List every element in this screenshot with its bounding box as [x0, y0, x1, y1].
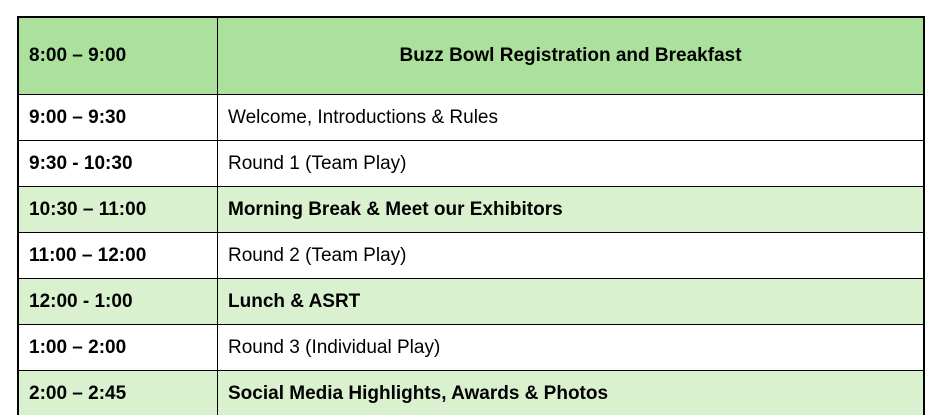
time-cell: 12:00 - 1:00: [18, 279, 218, 325]
activity-cell: Round 2 (Team Play): [218, 233, 925, 279]
time-cell: 9:30 - 10:30: [18, 141, 218, 187]
schedule-table: [17, 16, 925, 415]
time-cell: 11:00 – 12:00: [18, 233, 218, 279]
activity-cell: Social Media Highlights, Awards & Photos: [218, 371, 925, 415]
table-row: [18, 141, 924, 187]
time-cell: 9:00 – 9:30: [18, 95, 218, 141]
time-cell: 1:00 – 2:00: [18, 325, 218, 371]
activity-cell: Lunch & ASRT: [218, 279, 925, 325]
table-row-highlight: [18, 187, 924, 233]
activity-cell: Round 3 (Individual Play): [218, 325, 925, 371]
activity-cell: Round 1 (Team Play): [218, 141, 925, 187]
time-cell: 10:30 – 11:00: [18, 187, 218, 233]
table-row-header: [18, 17, 924, 95]
activity-cell: Welcome, Introductions & Rules: [218, 95, 925, 141]
table-row: [18, 233, 924, 279]
table-row-highlight: [18, 279, 924, 325]
table-row-highlight: [18, 371, 924, 415]
activity-cell: Morning Break & Meet our Exhibitors: [218, 187, 925, 233]
table-row: [18, 95, 924, 141]
table-row: [18, 325, 924, 371]
activity-cell: Buzz Bowl Registration and Breakfast: [218, 17, 925, 95]
time-cell: 8:00 – 9:00: [18, 17, 218, 95]
time-cell: 2:00 – 2:45: [18, 371, 218, 415]
